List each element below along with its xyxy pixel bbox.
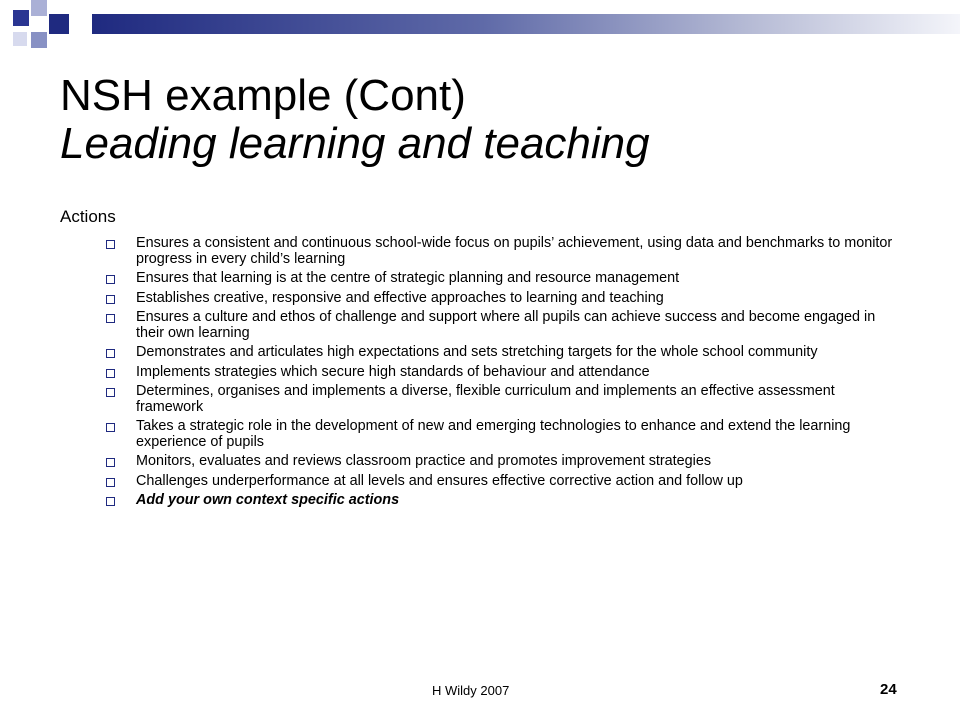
hollow-square-bullet-icon [106,275,115,284]
list-item [104,271,904,287]
hollow-square-bullet-icon [106,369,115,378]
hollow-square-bullet-icon [106,295,115,304]
list-item [104,365,904,381]
slide-title [60,72,920,168]
list-item [104,474,904,490]
list-item-text: Ensures a consistent and continuous school-wide focus on pupils’ achievement, using data and benchmarks to monitor progress in every child’s learning [136,235,893,267]
list-item-text: Add your own context specific actions [136,492,400,508]
list-item-text: Challenges underperformance at all levels and ensures effective corrective action and follow up [136,472,743,489]
actions-list [104,236,904,513]
list-item [104,454,904,470]
decorative-square [31,0,47,16]
list-item-text: Monitors, evaluates and reviews classroom practice and promotes improvement strategies [136,453,712,469]
decorative-square [49,14,69,34]
list-item [104,419,904,450]
list-item-text: Demonstrates and articulates high expectations and sets stretching targets for the whole school community [136,344,818,360]
list-item [104,384,904,415]
decorative-square [31,32,47,48]
hollow-square-bullet-icon [106,423,115,432]
list-item-text: Ensures that learning is at the centre of strategic planning and resource management [136,270,680,286]
list-item [104,310,904,341]
hollow-square-bullet-icon [106,349,115,358]
hollow-square-bullet-icon [106,240,115,249]
header-gradient-bar [92,14,960,34]
list-item [104,493,904,509]
page-number: 24 [880,681,897,698]
hollow-square-bullet-icon [106,458,115,467]
section-heading: Actions [60,207,116,226]
list-item-text: Implements strategies which secure high standards of behaviour and attendance [136,363,650,380]
hollow-square-bullet-icon [106,314,115,323]
slide-title-line1: NSH example (Cont) [60,71,466,120]
hollow-square-bullet-icon [106,388,115,397]
footer-text: H Wildy 2007 [432,683,510,698]
list-item [104,236,904,267]
list-item-text: Ensures a culture and ethos of challenge and support where all pupils can achieve success and become engaged in their own learning [136,309,876,341]
hollow-square-bullet-icon [106,478,115,487]
list-item-text: Takes a strategic role in the development of new and emerging technologies to enhance and extend the learning experience of pupils [136,418,851,450]
decorative-square [13,10,29,26]
list-item-text: Establishes creative, responsive and effective approaches to learning and teaching [136,289,664,306]
hollow-square-bullet-icon [106,497,115,506]
list-item [104,291,904,307]
list-item-text: Determines, organises and implements a diverse, flexible curriculum and implements an effective assessment framework [136,383,835,415]
decorative-square [13,32,27,46]
slide-title-line2: Leading learning and teaching [60,119,650,168]
list-item [104,345,904,361]
